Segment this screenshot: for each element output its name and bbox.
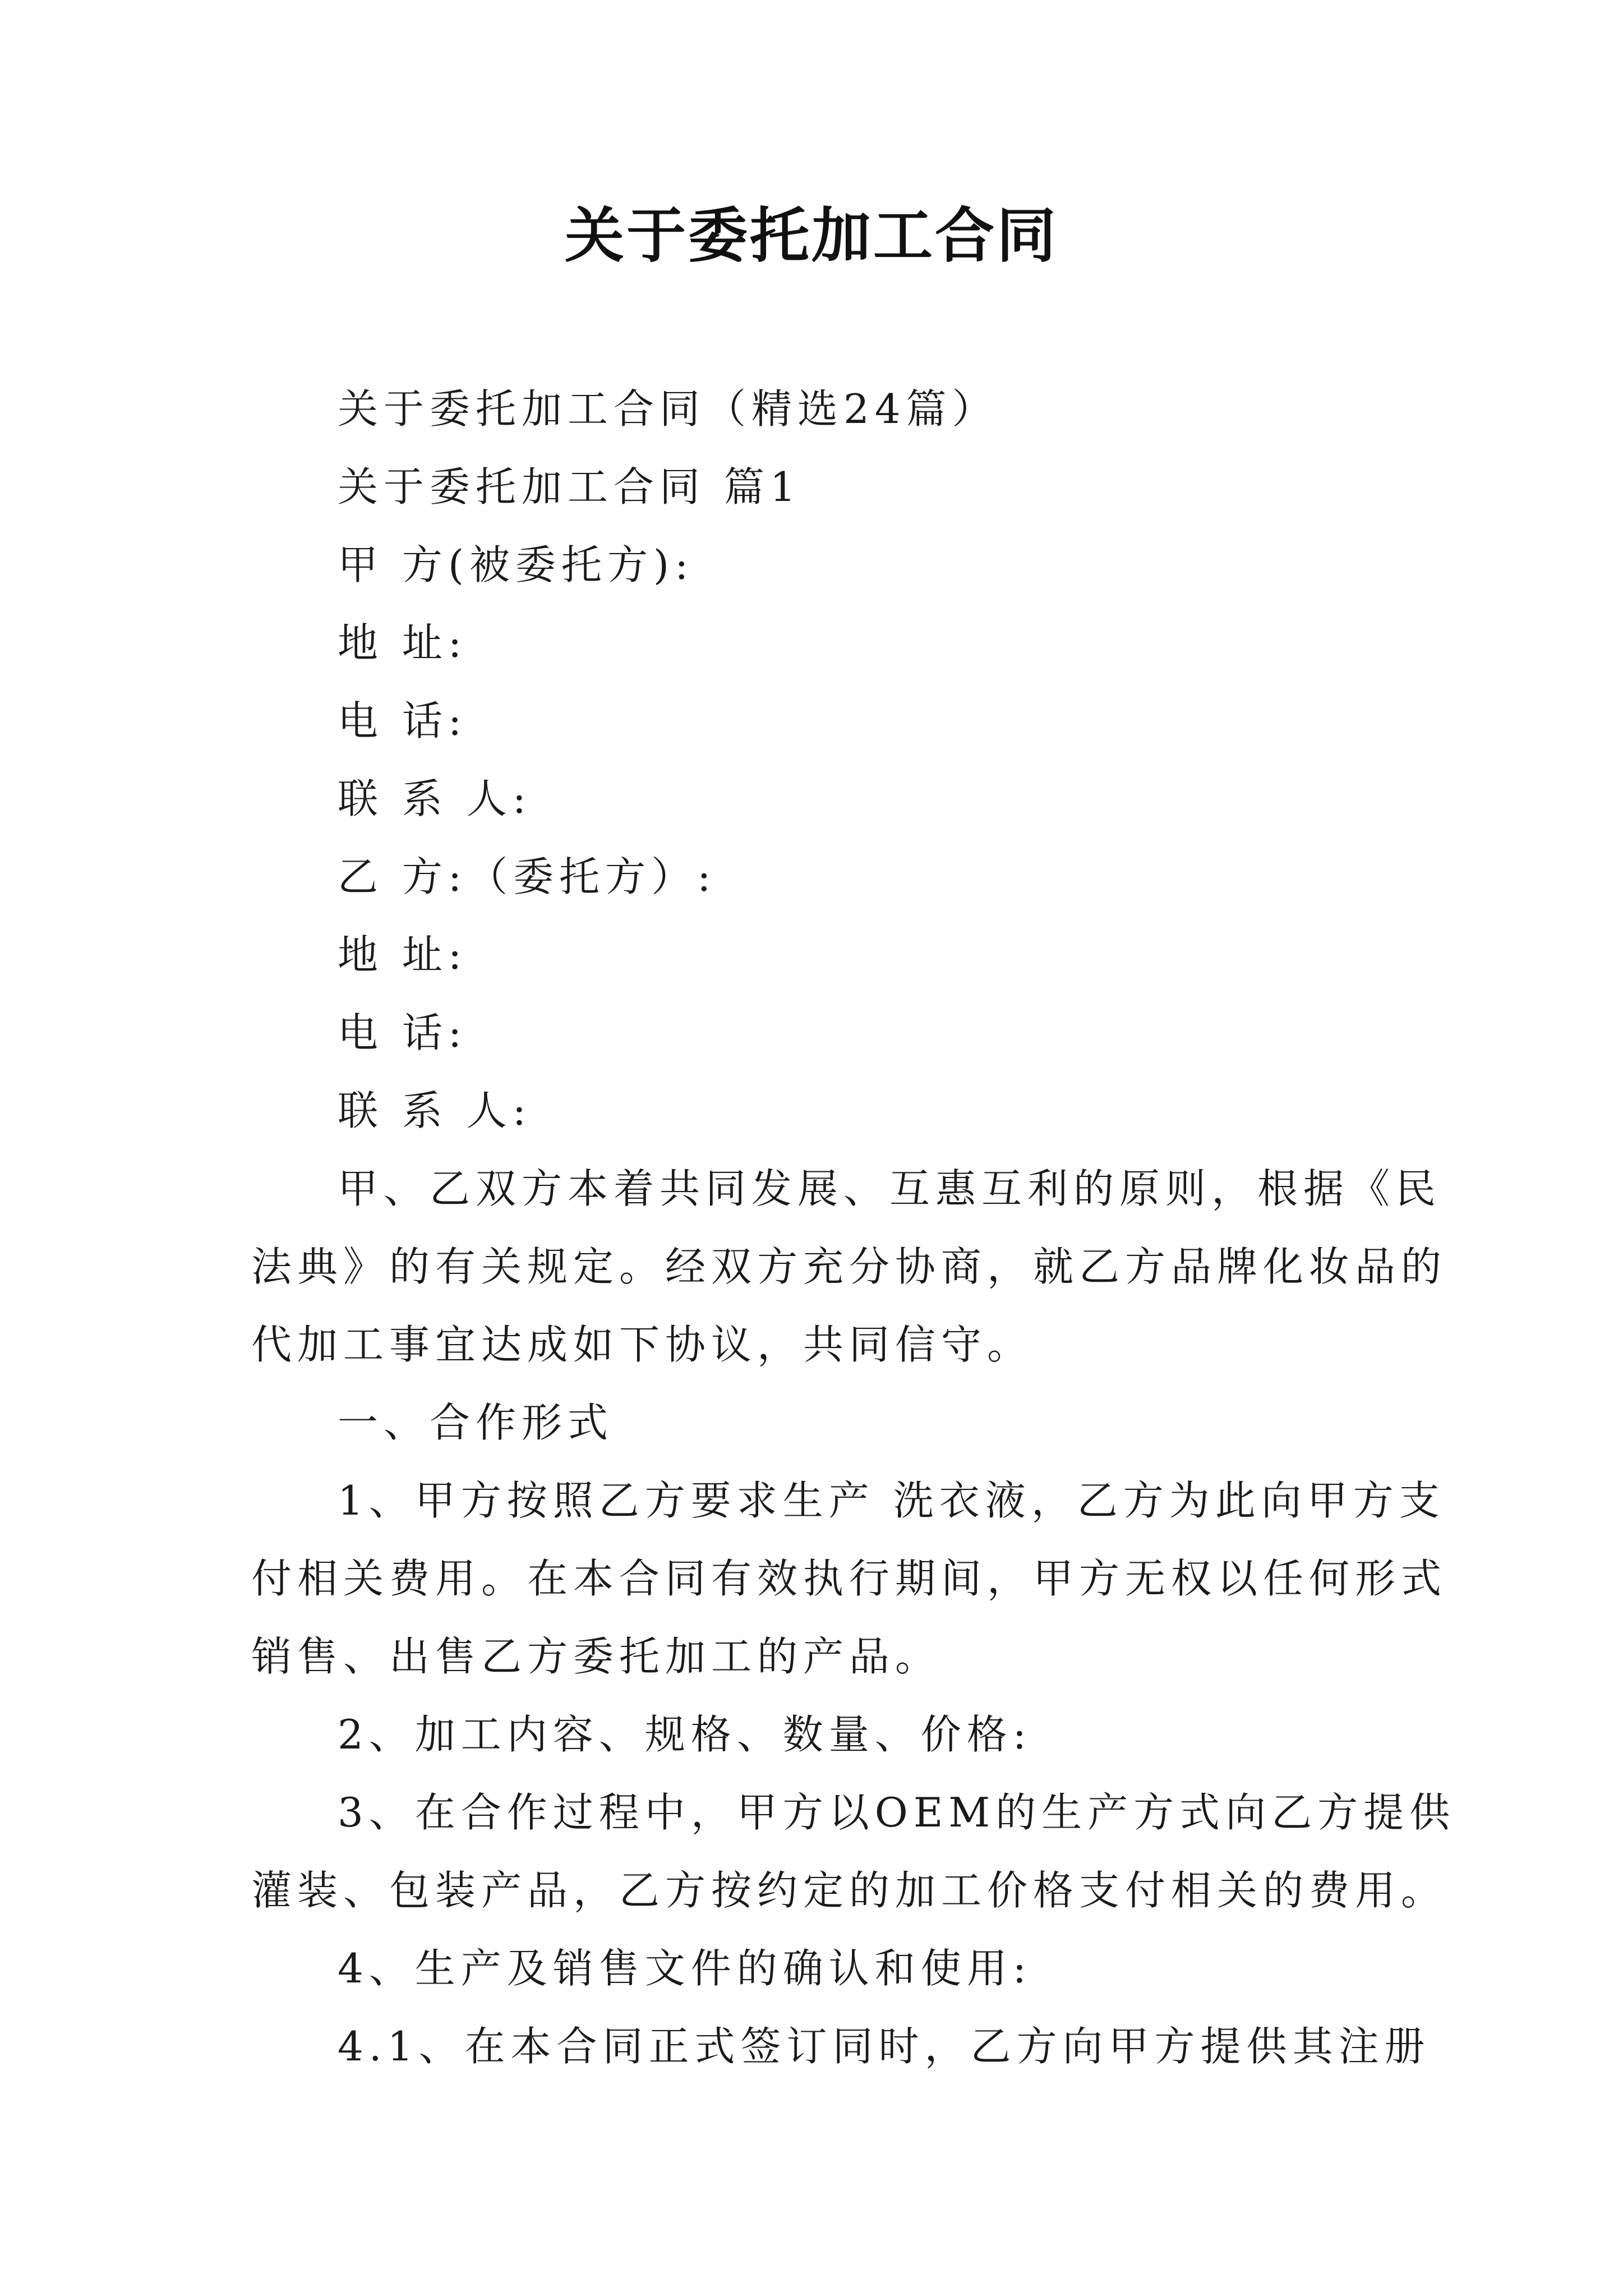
- paragraph-line: 甲、乙双方本着共同发展、互惠互利的原则，根据《民: [338, 1165, 1442, 1212]
- paragraph-line: 灌装、包装产品，乙方按约定的加工价格支付相关的费用。: [251, 1867, 1447, 1914]
- document-title: 关于委托加工合同: [565, 200, 1058, 270]
- paragraph-line: 1、甲方按照乙方要求生产 洗衣液，乙方为此向甲方支: [338, 1477, 1445, 1524]
- paragraph-line: 销售、出售乙方委托加工的产品。: [251, 1633, 942, 1680]
- party-b-address: 地 址:: [338, 931, 468, 978]
- party-b-label: 乙 方:（委托方）:: [338, 853, 717, 900]
- paragraph-line: 代加工事宜达成如下协议，共同信守。: [251, 1321, 1034, 1368]
- paragraph-line: 付相关费用。在本合同有效执行期间，甲方无权以任何形式: [251, 1555, 1447, 1602]
- paragraph-line: 法典》的有关规定。经双方充分协商，就乙方品牌化妆品的: [251, 1243, 1447, 1290]
- section-heading: 关于委托加工合同 篇1: [338, 463, 801, 510]
- party-b-contact: 联 系 人:: [338, 1087, 532, 1134]
- clause-heading: 一、合作形式: [338, 1399, 614, 1446]
- paragraph-line: 3、在合作过程中，甲方以OEM的生产方式向乙方提供: [338, 1789, 1456, 1836]
- document-body: [251, 370, 1456, 2086]
- party-a-phone: 电 话:: [338, 697, 468, 744]
- party-b-phone: 电 话:: [338, 1009, 468, 1056]
- party-a-label: 甲 方(被委托方):: [338, 541, 694, 588]
- party-a-address: 地 址:: [338, 619, 468, 666]
- party-a-contact: 联 系 人:: [338, 775, 532, 822]
- paragraph-line: 2、加工内容、规格、数量、价格:: [338, 1711, 1032, 1758]
- subtitle-line: 关于委托加工合同（精选24篇）: [338, 385, 998, 432]
- paragraph-line: 4.1、在本合同正式签订同时，乙方向甲方提供其注册: [338, 2023, 1431, 2070]
- paragraph-line: 4、生产及销售文件的确认和使用:: [338, 1945, 1032, 1992]
